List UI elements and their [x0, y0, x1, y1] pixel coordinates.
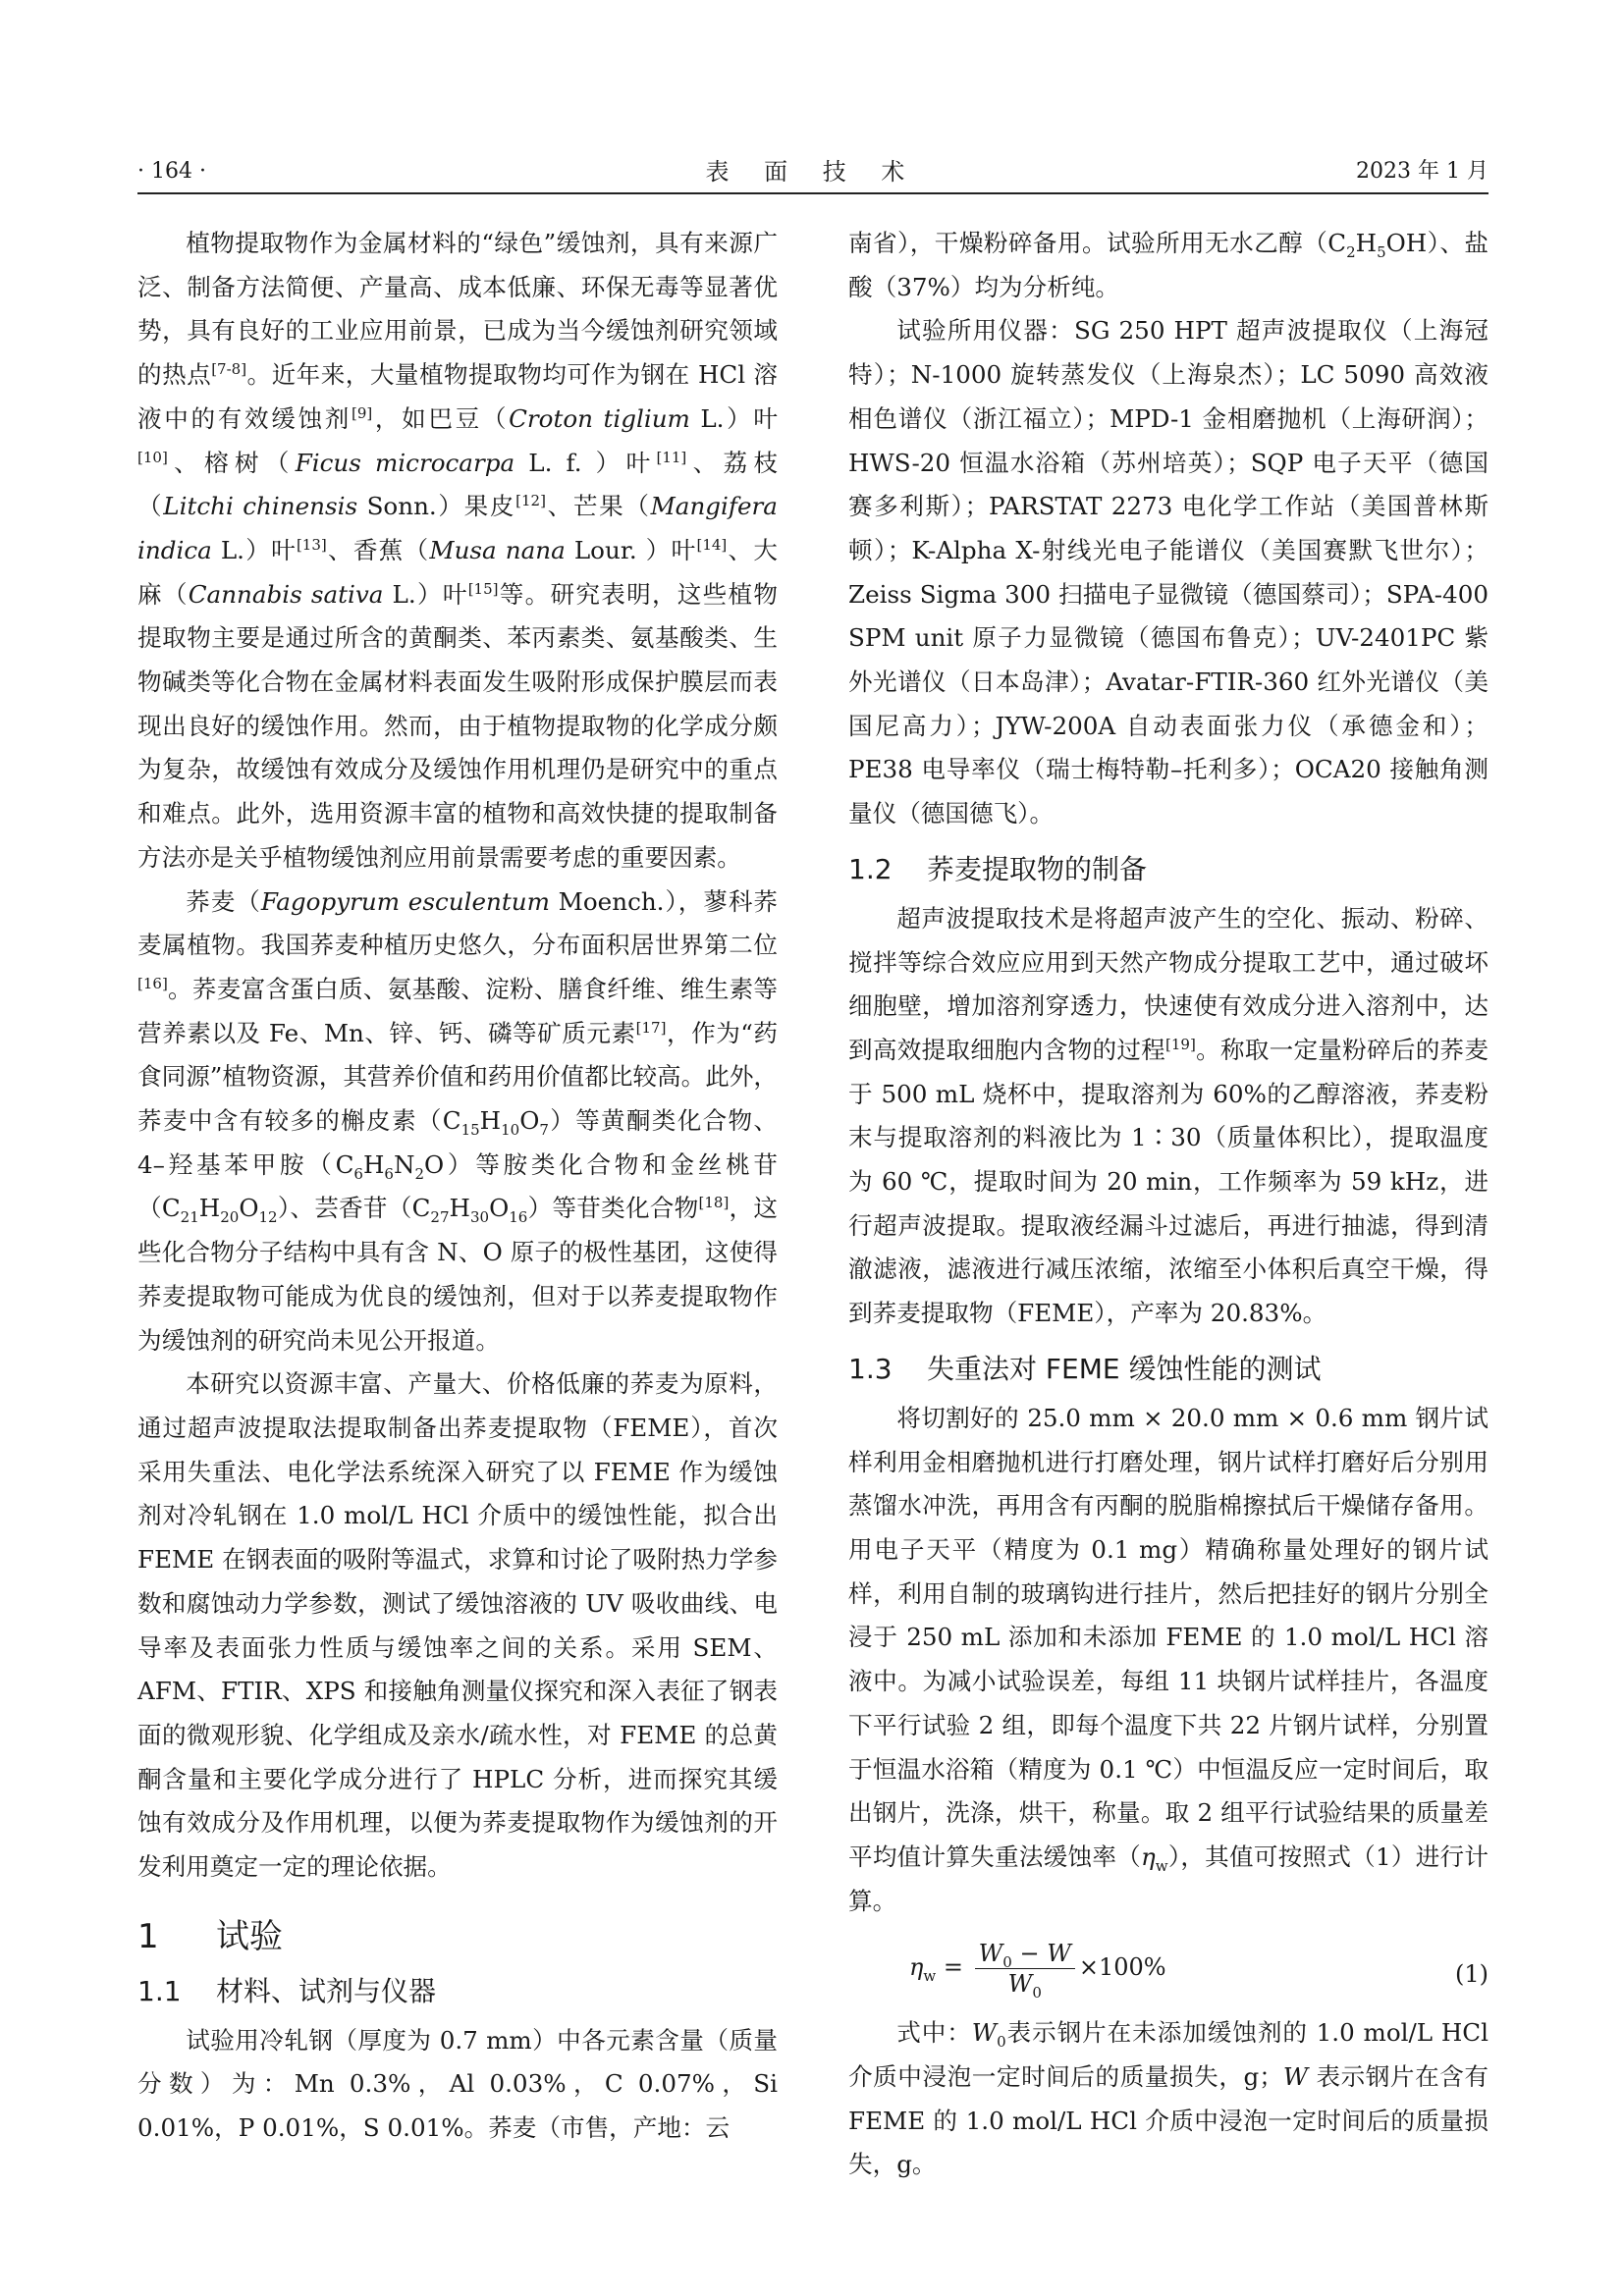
- paragraph-equation-notes: 式中：$W_0$表示钢片在未添加缓蚀剂的 1.0 mol/L HCl 介质中浸泡一定时间后的质量损失，g；W 表示钢片在含有 FEME 的 1.0 mol/L HCl 介质中浸泡一定时间后的质量损失，g。: [848, 2018, 1489, 2179]
- equation-1: [848, 1933, 1489, 2005]
- equation-fraction: $\frac{W_0 - W}{W_0}$: [975, 1939, 1075, 1999]
- paragraph-materials: 试验用冷轧钢（厚度为 0.7 mm）中各元素含量（质量分数）为：Mn 0.3%，Al 0.03%，C 0.07%，Si 0.01%，P 0.01%，S 0.01%。荞麦（市售，产地：云: [137, 2025, 778, 2143]
- paragraph-buckwheat: 荞麦（Fagopyrum esculentum Moench.），蓼科荞麦属植物。我国荞麦种植历史悠久，分布面积居世界第二位[16]。荞麦富含蛋白质、氨基酸、淀粉、膳食纤维、维生素等营养素以及 Fe、Mn、锌、钙、磷等矿质元素[17]，作为“药食同源”植物资源，其营养价值和药用价值都比较高。此外，荞麦中含有较多的槲皮素$(C_{15}H_{10}O_7)$等黄酮类化合物、4–羟基苯甲胺$(C_6H_6N_2O)$等胺类化合物和金丝桃苷$(C_{21}H_{20}O_{12})$、芸香苷$(C_{27}H_{30}O_{16})$等苷类化合物[18]，这些化合物分子结构中具有含 N、O 原子的极性基团，这使得荞麦提取物可能成为优良的缓蚀剂，但对于以荞麦提取物作为缓蚀剂的研究尚未见公开报道。: [137, 886, 779, 1355]
- journal-title: 表 面 技 术: [705, 158, 919, 186]
- paragraph-extraction: 超声波提取技术是将超声波产生的空化、振动、粉碎、搅拌等综合效应应用到天然产物成分提取工艺中，通过破坏细胞壁，增加溶剂穿透力，快速使有效成分进入溶剂中，达到高效提取细胞内含物的过程[19]。称取一定量粉碎后的荞麦于 500 mL 烧杯中，提取溶剂为 60%的乙醇溶液，荞麦粉末与提取溶剂的料液比为 1∶30（质量体积比），提取温度为 60 ℃，提取时间为 20 min，工作频率为 59 kHz，进行超声波提取。提取液经漏斗过滤后，再进行抽滤，得到清澈滤液，滤液进行减压浓缩，浓缩至小体积后真空干燥，得到荞麦提取物（FEME），产率为 20.83%。: [848, 903, 1489, 1328]
- paragraph-study-aim: 本研究以资源丰富、产量大、价格低廉的荞麦为原料，通过超声波提取法提取制备出荞麦提取物（FEME），首次采用失重法、电化学法系统深入研究了以 FEME 作为缓蚀剂对冷轧钢在 1.0 mol/L HCl 介质中的缓蚀性能，拟合出 FEME 在钢表面的吸附等温式，求算和讨论了吸附热力学参数和腐蚀动力学参数，测试了缓蚀溶液的 UV 吸收曲线、电导率及表面张力性质与缓蚀率之间的关系。采用 SEM、AFM、FTIR、XPS 和接触角测量仪探究和深入表征了钢表面的微观形貌、化学组成及亲水/疏水性，对 FEME 的总黄酮含量和主要化学成分进行了 HPLC 分析，进而探究其缓蚀有效成分及作用机理，以便为荞麦提取物作为缓蚀剂的开发利用奠定一定的理论依据。: [137, 1369, 778, 1882]
- paragraph-materials-cont: 南省），干燥粉碎备用。试验所用无水乙醇$(C_2H_5OH)$、盐酸（37%）均为分析纯。: [848, 229, 1489, 301]
- paragraph-weight-loss: 将切割好的 25.0 mm × 20.0 mm × 0.6 mm 钢片试样利用金相磨抛机进行打磨处理，钢片试样打磨好后分别用蒸馏水冲洗，再用含有丙酮的脱脂棉擦拭后干燥储存备用。用电子天平（精度为 0.1 mg）精确称量处理好的钢片试样，利用自制的玻璃钩进行挂片，然后把挂好的钢片分别全浸于 250 mL 添加和未添加 FEME 的 1.0 mol/L HCl 溶液中。为减小试验误差，每组 11 块钢片试样挂片，各温度下平行试验 2 组，即每个温度下共 22 片钢片试样，分别置于恒温水浴箱（精度为 0.1 ℃）中恒温反应一定时间后，取出钢片，洗涤，烘干，称量。取 2 组平行试验结果的质量差平均值计算失重法缓蚀率$(\eta_w)$，其值可按照式（1）进行计算。: [848, 1403, 1489, 1915]
- page-number: · 164 ·: [137, 159, 206, 184]
- section-heading-1-2: 1.2 荞麦提取物的制备: [848, 852, 1148, 885]
- section-heading-1-3: 1.3 失重法对 FEME 缓蚀性能的测试: [848, 1352, 1322, 1385]
- issue-date: 2023 年 1 月: [1356, 159, 1489, 184]
- equation-body: $\eta_w$ = $\frac{W_0 - W}{W_0}$ ×100%: [909, 1940, 1166, 2002]
- section-heading-1-1: 1.1 材料、试剂与仪器: [137, 1974, 437, 2007]
- section-heading-1: 1 试验: [137, 1916, 283, 1956]
- right-column: [848, 222, 1489, 2187]
- left-column: [137, 222, 778, 2151]
- paragraph-instruments: 试验所用仪器：SG 250 HPT 超声波提取仪（上海冠特）；N-1000 旋转蒸发仪（上海泉杰）；LC 5090 高效液相色谱仪（浙江福立）；MPD-1 金相磨抛机（上海研润）；HWS-20 恒温水浴箱（苏州培英）；SQP 电子天平（德国赛多利斯）；PARSTAT 2273 电化学工作站（美国普林斯顿）；K-Alpha X-射线光电子能谱仪（美国赛默飞世尔）；Zeiss Sigma 300 扫描电子显微镜（德国蔡司）；SPA-400 SPM unit 原子力显微镜（德国布鲁克）；UV-2401PC 紫外光谱仪（日本岛津）；Avatar-FTIR-360 红外光谱仪（美国尼高力）；JYW-200A 自动表面张力仪（承德金和）；PE38 电导率仪（瑞士梅特勒–托利多）；OCA20 接触角测量仪（德国德飞）。: [848, 316, 1489, 828]
- header-rule: [137, 192, 1489, 194]
- paragraph-intro: 植物提取物作为金属材料的“绿色”缓蚀剂，具有来源广泛、制备方法简便、产量高、成本低廉、环保无毒等显著优势，具有良好的工业应用前景，已成为当今缓蚀剂研究领域的热点[7-8]。近年来，大量植物提取物均可作为钢在 HCl 溶液中的有效缓蚀剂[9]，如巴豆（Croton tiglium L.）叶[10]、榕树（Ficus microcarpa L. f. ）叶[11]、荔枝（Litchi chinensis Sonn.）果皮[12]、芒果（Mangifera indica L.）叶[13]、香蕉（Musa nana Lour. ）叶[14]、大麻（Cannabis sativa L.）叶[15]等。研究表明，这些植物提取物主要是通过所含的黄酮类、苯丙素类、氨基酸类、生物碱类等化合物在金属材料表面发生吸附形成保护膜层而表现出良好的缓蚀作用。然而，由于植物提取物的化学成分颇为复杂，故缓蚀有效成分及缓蚀作用机理仍是研究中的重点和难点。此外，选用资源丰富的植物和高效快捷的提取制备方法亦是关乎植物缓蚀剂应用前景需要考虑的重要因素。: [137, 229, 778, 872]
- equation-number: (1): [1455, 1960, 1489, 1989]
